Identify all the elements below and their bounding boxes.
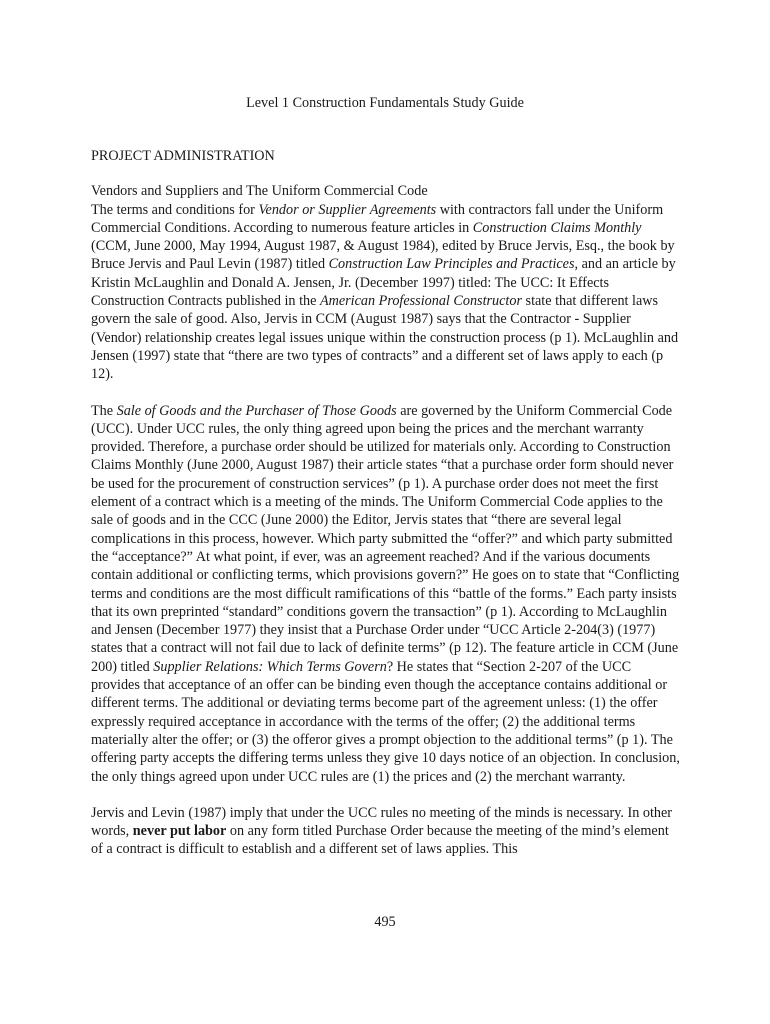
paragraph-jervis-levin bbox=[91, 804, 683, 859]
italic-title: Sale of Goods and the Purchaser of Those Goods bbox=[116, 402, 397, 419]
paragraph-vendors-suppliers bbox=[91, 182, 683, 383]
italic-title: Construction Law Principles and Practices bbox=[328, 256, 575, 273]
italic-title: Construction Claims Monthly bbox=[472, 219, 642, 236]
text-run: state that different laws govern the sale of good. Also, Jervis in CCM (August 1987) says that the Contractor - Supplier (Vendor) relationship creates legal issues unique within the construction process (p 1). McLaughlin and Jensen (1997) state that “there are two types of contracts” and a different set of laws apply to each (p 12). bbox=[91, 293, 679, 383]
italic-title: Vendor or Supplier Agreements bbox=[258, 201, 437, 218]
text-run: on any form titled Purchase Order because the meeting of the mind’s element of a contract is difficult to establish and a different set of laws applies. This bbox=[91, 823, 669, 858]
text-run: The bbox=[91, 402, 117, 419]
section-heading: PROJECT ADMINISTRATION bbox=[91, 148, 275, 164]
text-run: , and an article by Kristin McLaughlin and Donald A. Jensen, Jr. (December 1997) titled: The UCC: It Effects Construction Contracts published in the bbox=[91, 256, 676, 310]
text-run: with contractors fall under the Uniform Commercial Conditions. According to numerous feature articles in bbox=[91, 201, 664, 236]
document-body bbox=[91, 147, 683, 877]
text-run: Jervis and Levin (1987) imply that under the UCC rules no meeting of the minds is necessary. In other words, bbox=[91, 804, 673, 840]
page-header-title: Level 1 Construction Fundamentals Study Guide bbox=[246, 95, 524, 111]
page-number: 495 bbox=[374, 914, 396, 930]
text-run: ? He states that “Section 2-207 of the UCC provides that acceptance of an offer can be binding even though the acceptance contains additional or different terms. The additional or deviating terms become part of the agreement unless: (1) the offer expressly required acceptance in accordance with the terms of the offer; (2) the additional terms materially alter the offer; or (3) the offeror gives a prompt objection to the additional terms” (p 1). The offering party accepts the differing terms unless they give 10 days notice of an objection. In conclusion, the only things agreed upon under UCC rules are (1) the prices and (2) the merchant warranty. bbox=[91, 658, 680, 785]
text-run: (CCM, June 2000, May 1994, August 1987, & August 1984), edited by Bruce Jervis, Esq., the book by Bruce Jervis and Paul Levin (1987) titled bbox=[91, 238, 675, 273]
italic-title: Supplier Relations: Which Terms Govern bbox=[153, 658, 387, 675]
text-run: The terms and conditions for bbox=[91, 201, 259, 218]
text-run: are governed by the Uniform Commercial Code (UCC). Under UCC rules, the only thing agreed upon being the prices and the merchant warranty provided. Therefore, a purchase order should be utilized for materials only. According to Construction Claims Monthly (June 2000, August 1987) their article states “that a purchase order form should never be used for the procurement of construction services” (p 1). A purchase order does not meet the first element of a contract which is a meeting of the minds. The Uniform Commercial Code applies to the sale of goods and in the CCC (June 2000) the Editor, Jervis states that “there are several legal complications in this process, however. Which party submitted the “offer?” and which party submitted the “acceptance?” At what point, if ever, was an agreement reached? And if the various documents contain additional or conflicting terms, which provisions govern?” He goes on to state that “Conflicting terms and conditions are the most difficult ramifications of this “battle of the forms.” Each party insists that its own preprinted “standard” conditions govern the transaction” (p 1). According to McLaughlin and Jensen (December 1977) they insist that a Purchase Order under “UCC Article 2-204(3) (1977) states that a contract will not fail due to lack of definite terms” (p 12). The feature article in CCM (June 200) titled bbox=[91, 402, 680, 675]
italic-title: American Professional Constructor bbox=[319, 293, 522, 310]
bold-emphasis: never put labor bbox=[132, 823, 227, 840]
paragraph-subheading: Vendors and Suppliers and The Uniform Commercial Code bbox=[91, 183, 428, 200]
paragraph-sale-of-goods bbox=[91, 402, 683, 786]
